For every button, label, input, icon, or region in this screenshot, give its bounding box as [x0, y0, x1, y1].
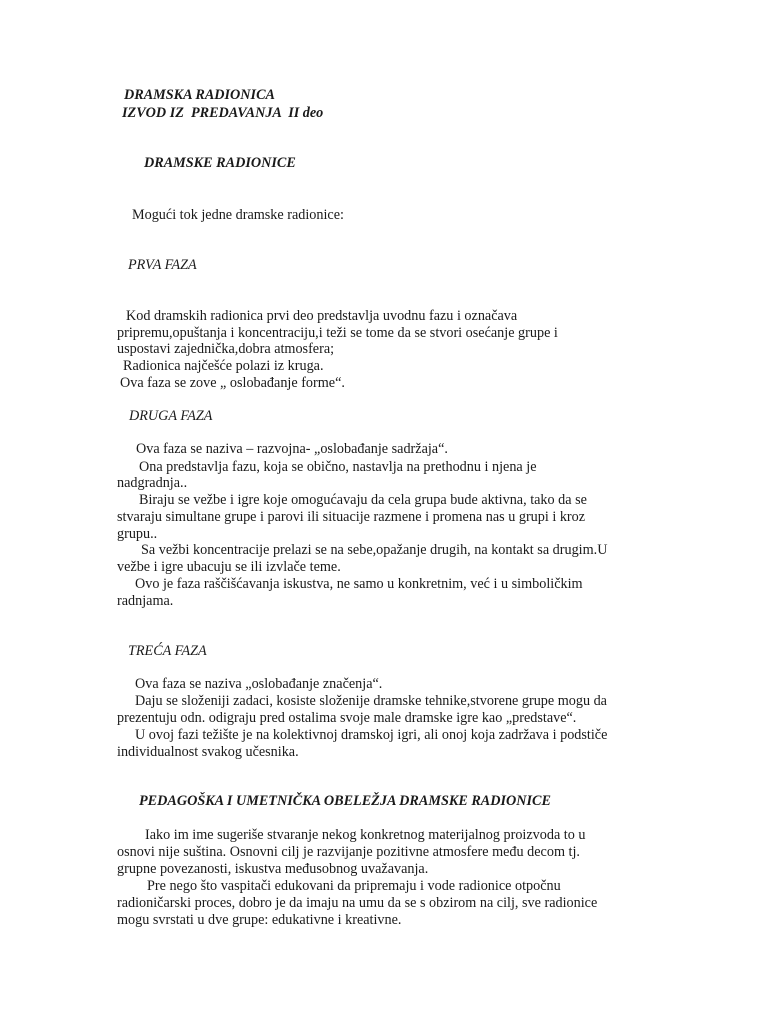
phase2-line: Ova faza se naziva – razvojna- „oslobađanje sadržaja“.	[136, 441, 448, 457]
phase3-line: Ova faza se naziva „oslobađanje značenja“.	[135, 676, 383, 692]
phase1-line: Ova faza se zove „ oslobađanje forme“.	[120, 375, 345, 391]
phase2-line: Biraju se vežbe i igre koje omogućavaju da cela grupa bude aktivna, tako da se	[139, 492, 587, 508]
phase1-line: Radionica najčešće polazi iz kruga.	[123, 358, 324, 374]
phase1-line: pripremu,opuštanja i koncentraciju,i teži se tome da se stvori osećanje grupe i	[117, 325, 558, 341]
phase3-line: prezentuju odn. odigraju pred ostalima svoje male dramske igre kao „predstave“.	[117, 710, 577, 726]
phase3-line: U ovoj fazi težište je na kolektivnoj dramskoj igri, ali onoj koja zadržava i podstiče	[135, 727, 608, 743]
phase3-heading: TREĆA FAZA	[128, 643, 207, 659]
phase3-line: individualnost svakog učesnika.	[117, 744, 299, 760]
pedagogy-line: Pre nego što vaspitači edukovani da pripremaju i vode radionice otpočnu	[147, 878, 561, 894]
phase1-heading: PRVA FAZA	[128, 257, 197, 273]
phase2-line: Ovo je faza raščišćavanja iskustva, ne samo u konkretnim, već i u simboličkim	[135, 576, 583, 592]
pedagogy-line: radioničarski proces, dobro je da imaju na umu da se s obzirom na cilj, sve radionice	[117, 895, 598, 911]
pedagogy-line: osnovi nije suština. Osnovni cilj je razvijanje pozitivne atmosfere među decom tj.	[117, 844, 580, 860]
doc-subtitle: IZVOD IZ PREDAVANJA II deo	[122, 105, 324, 121]
phase1-line: uspostavi zajednička,dobra atmosfera;	[117, 341, 335, 357]
phase2-heading: DRUGA FAZA	[129, 408, 213, 424]
phase2-line: grupu..	[117, 526, 158, 542]
pedagogy-line: mogu svrstati u dve grupe: edukativne i kreativne.	[117, 912, 402, 928]
pedagogy-heading: PEDAGOŠKA I UMETNIČKA OBELEŽJA DRAMSKE RADIONICE	[139, 793, 551, 809]
phase2-line: Ona predstavlja fazu, koja se obično, nastavlja na prethodnu i njena je	[139, 459, 537, 475]
section-title: DRAMSKE RADIONICE	[144, 155, 296, 171]
doc-title: DRAMSKA RADIONICA	[124, 87, 275, 103]
intro-text: Mogući tok jedne dramske radionice:	[132, 207, 344, 223]
phase2-line: vežbe i igre ubacuju se ili izvlače teme.	[117, 559, 341, 575]
phase2-line: stvaraju simultane grupe i parovi ili situacije razmene i promena nas u grupi i kroz	[117, 509, 586, 525]
phase1-line: Kod dramskih radionica prvi deo predstavlja uvodnu fazu i označava	[126, 308, 518, 324]
phase2-line: nadgradnja..	[117, 475, 188, 491]
phase3-line: Daju se složeniji zadaci, kosiste složenije dramske tehnike,stvorene grupe mogu da	[135, 693, 607, 709]
phase2-line: radnjama.	[117, 593, 174, 609]
phase2-line: Sa vežbi koncentracije prelazi se na sebe,opažanje drugih, na kontakt sa drugim.U	[141, 542, 608, 558]
pedagogy-line: grupne povezanosti, iskustva međusobnog uvažavanja.	[117, 861, 429, 877]
pedagogy-line: Iako im ime sugeriše stvaranje nekog konkretnog materijalnog proizvoda to u	[145, 827, 586, 843]
